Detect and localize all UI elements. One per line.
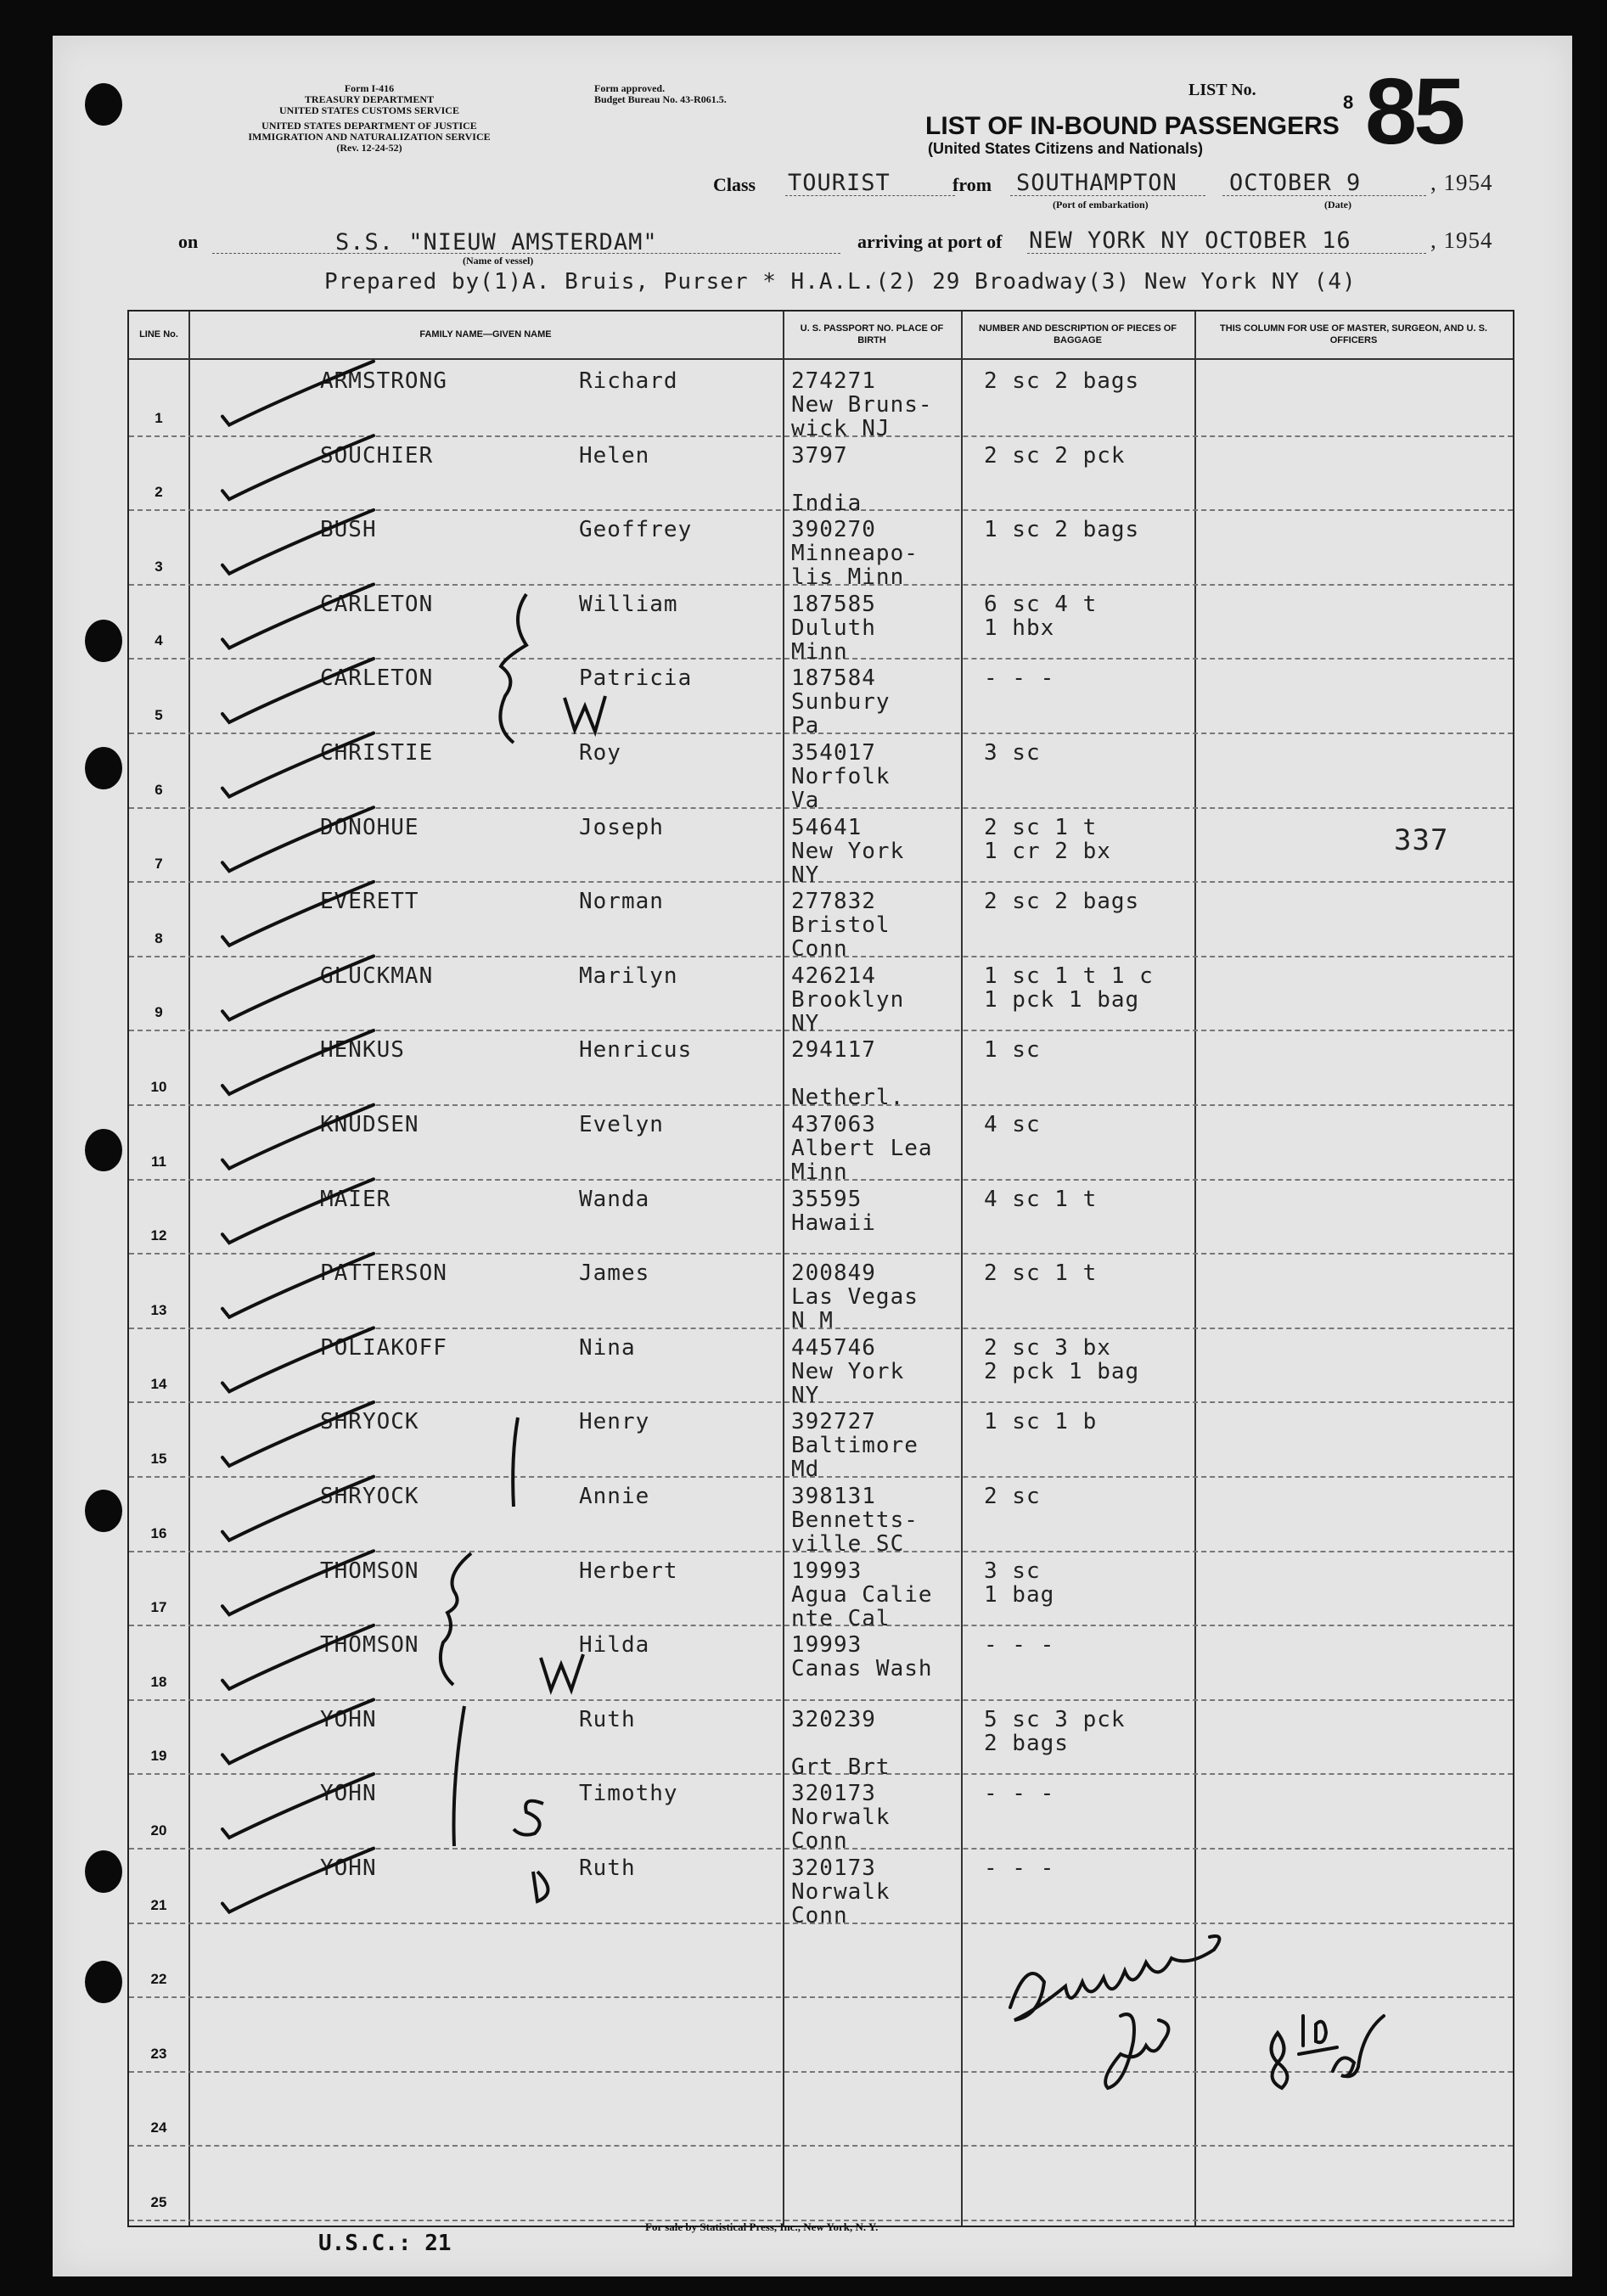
check-mark	[222, 733, 374, 797]
baggage: 2 sc 3 bx 2 pck 1 bag	[984, 1334, 1140, 1384]
check-mark	[222, 362, 374, 425]
col-baggage: NUMBER AND DESCRIPTION OF PIECES OF BAGGAGE	[978, 323, 1177, 345]
given-name: Marilyn	[579, 963, 678, 989]
revision: (Rev. 12-24-52)	[336, 141, 402, 154]
line-number: 13	[150, 1301, 167, 1318]
given-name: Nina	[579, 1334, 636, 1361]
baggage: 5 sc 3 pck 2 bags	[984, 1706, 1126, 1756]
baggage: 1 sc 2 bags	[984, 517, 1140, 543]
family-name: THOMSON	[320, 1632, 419, 1659]
baggage: 2 sc 1 t	[984, 1260, 1098, 1287]
check-mark	[222, 1328, 374, 1391]
given-name: Ruth	[579, 1855, 636, 1881]
d-mark	[533, 1872, 548, 1901]
check-mark	[222, 1774, 374, 1838]
from-label: from	[952, 174, 992, 195]
family-name: GLUCKMAN	[320, 963, 434, 989]
line-number: 3	[155, 558, 163, 575]
family-name: CARLETON	[320, 591, 434, 617]
footer-code: U.S.C.: 21	[318, 2231, 452, 2256]
line-number: 24	[150, 2119, 167, 2136]
baggage: 2 sc 2 pck	[984, 442, 1126, 469]
check-mark	[222, 1699, 374, 1763]
line-number: 12	[150, 1227, 167, 1244]
place-of-birth: Norwalk Conn	[791, 1879, 891, 1928]
vessel-caption: (Name of vessel)	[463, 255, 534, 267]
place-of-birth: New York NY	[791, 838, 905, 888]
passport-number: 320173	[791, 1855, 876, 1881]
baggage: 2 sc 1 t 1 cr 2 bx	[984, 814, 1111, 864]
line-number: 16	[150, 1524, 167, 1541]
line-number: 19	[150, 1748, 167, 1765]
place-of-birth: India	[791, 490, 862, 516]
given-name: Herbert	[579, 1558, 678, 1584]
given-name: William	[579, 591, 678, 617]
passport-number: 19993	[791, 1632, 862, 1659]
line-number: 23	[150, 2045, 167, 2062]
passport-number: 392727	[791, 1409, 876, 1435]
col-line-no: LINE No.	[139, 328, 178, 340]
signature	[1010, 1936, 1384, 2088]
form-subtitle: (United States Citizens and Nationals)	[928, 140, 1204, 157]
place-of-birth: Norfolk Va	[791, 764, 891, 813]
baggage: 1 sc 1 b	[984, 1409, 1098, 1435]
line-number: 22	[150, 1971, 167, 1988]
bracket-mark	[441, 1553, 471, 1685]
check-mark	[222, 1402, 374, 1466]
baggage: 4 sc	[984, 1112, 1041, 1137]
passport-number: 437063	[791, 1112, 876, 1137]
department: TREASURY DEPARTMENT	[304, 93, 435, 106]
given-name: Timothy	[579, 1781, 678, 1807]
place-of-birth: Hawaii	[791, 1210, 876, 1236]
prepared-by: Prepared by(1)A. Bruis, Purser * H.A.L.(2) 29 Broadway(3) New York NY (4)	[324, 269, 1357, 295]
family-name: ARMSTRONG	[320, 368, 447, 394]
given-name: Patricia	[579, 665, 693, 692]
port-of-embarkation: SOUTHAMPTON	[1016, 170, 1177, 196]
family-name: KNUDSEN	[320, 1112, 419, 1137]
line-number: 11	[151, 1153, 166, 1170]
check-mark	[222, 956, 374, 1019]
family-name: SOUCHIER	[320, 442, 434, 469]
place-of-birth: Canas Wash	[791, 1656, 933, 1682]
family-name: EVERETT	[320, 889, 419, 915]
given-name: Annie	[579, 1484, 650, 1509]
family-name: PATTERSON	[320, 1260, 447, 1287]
given-name: Richard	[579, 368, 678, 394]
ins-service: IMMIGRATION AND NATURALIZATION SERVICE	[248, 130, 491, 143]
baggage: 2 sc	[984, 1484, 1041, 1509]
line-number: 20	[150, 1822, 167, 1838]
passport-number: 320239	[791, 1706, 876, 1732]
line-mark	[454, 1706, 465, 1846]
arrival-port-date: NEW YORK NY OCTOBER 16	[1029, 227, 1351, 254]
family-name: CHRISTIE	[320, 740, 434, 766]
line-number: 18	[150, 1673, 167, 1690]
check-mark	[222, 1105, 374, 1169]
family-name: YOHN	[320, 1855, 377, 1881]
line-number: 7	[155, 856, 163, 873]
passport-number: 294117	[791, 1037, 876, 1064]
place-of-birth: Sunbury Pa	[791, 689, 891, 739]
w-mark	[565, 696, 605, 732]
place-of-birth: Netherl.	[791, 1085, 905, 1111]
family-name: SHRYOCK	[320, 1409, 419, 1435]
line-number: 17	[150, 1599, 167, 1616]
place-of-birth: Grt Brt	[791, 1754, 891, 1780]
family-name: HENKUS	[320, 1037, 405, 1064]
line-number: 10	[150, 1079, 167, 1095]
form-approval: Form approved. Budget Bureau No. 43-R061.5.	[594, 82, 727, 106]
family-name: CARLETON	[320, 665, 434, 692]
passport-number: 398131	[791, 1484, 876, 1509]
family-name: YOHN	[320, 1781, 377, 1807]
given-name: James	[579, 1260, 650, 1287]
line-number: 14	[150, 1376, 167, 1393]
class-value: TOURIST	[788, 170, 891, 196]
given-name: Wanda	[579, 1186, 650, 1212]
embark-caption: (Port of embarkation)	[1053, 199, 1149, 211]
given-name: Helen	[579, 442, 650, 469]
officer-note: 337	[1394, 822, 1449, 857]
given-name: Hilda	[579, 1632, 650, 1659]
passport-number: 19993	[791, 1558, 862, 1584]
family-name: POLIAKOFF	[320, 1334, 447, 1361]
arrival-year: , 1954	[1430, 227, 1493, 253]
passport-number: 54641	[791, 814, 862, 840]
family-name: SHRYOCK	[320, 1484, 419, 1509]
w-mark	[541, 1654, 583, 1690]
passport-number: 35595	[791, 1186, 862, 1212]
col-passport: U. S. PASSPORT NO. PLACE OF BIRTH	[800, 323, 944, 345]
baggage: 3 sc	[984, 740, 1041, 766]
list-prefix: 8	[1343, 92, 1354, 113]
baggage: 2 sc 2 bags	[984, 368, 1140, 394]
arriving-label: arriving at port of	[857, 231, 1003, 252]
departure-date: OCTOBER 9	[1229, 170, 1362, 196]
passport-number: 445746	[791, 1334, 876, 1361]
place-of-birth: Agua Calie nte Cal	[791, 1581, 933, 1631]
line-number: 2	[155, 484, 163, 501]
departure-year: , 1954	[1430, 170, 1493, 195]
check-mark	[222, 1179, 374, 1243]
date-caption: (Date)	[1324, 199, 1351, 211]
place-of-birth: Bennetts- ville SC	[791, 1507, 919, 1557]
place-of-birth: Duluth Minn	[791, 615, 876, 665]
place-of-birth: Brooklyn NY	[791, 986, 905, 1036]
place-of-birth: Norwalk Conn	[791, 1805, 891, 1855]
family-name: DONOHUE	[320, 814, 419, 840]
check-mark	[222, 1625, 374, 1689]
family-name: YOHN	[320, 1706, 377, 1732]
justice-department: UNITED STATES DEPARTMENT OF JUSTICE	[261, 119, 477, 132]
place-of-birth: New Bruns- wick NJ	[791, 392, 933, 441]
col-officers: THIS COLUMN FOR USE OF MASTER, SURGEON, AND U. S. OFFICERS	[1220, 323, 1487, 345]
place-of-birth: Bristol Conn	[791, 912, 891, 963]
check-marks	[222, 362, 374, 1912]
line-number: 5	[155, 707, 163, 723]
family-name: MAIER	[320, 1186, 391, 1212]
line-number: 9	[155, 1004, 163, 1021]
baggage: 2 sc 2 bags	[984, 889, 1140, 915]
place-of-birth: Baltimore Md	[791, 1433, 919, 1483]
list-number: 85	[1365, 59, 1463, 164]
place-of-birth: Minneapo- lis Minn	[791, 541, 919, 591]
place-of-birth: New York NY	[791, 1358, 905, 1408]
check-mark	[222, 1849, 374, 1912]
passport-number: 354017	[791, 740, 876, 766]
baggage: - - -	[984, 1781, 1055, 1807]
check-mark	[222, 659, 374, 722]
check-mark	[222, 1254, 374, 1317]
given-name: Henricus	[579, 1037, 693, 1064]
given-name: Joseph	[579, 814, 664, 840]
baggage: 6 sc 4 t 1 hbx	[984, 591, 1098, 641]
form-title: LIST OF IN-BOUND PASSENGERS	[925, 112, 1340, 140]
given-name: Henry	[579, 1409, 650, 1435]
list-no-label: LIST No.	[1188, 81, 1256, 99]
baggage: - - -	[984, 1632, 1055, 1659]
line-mark	[513, 1417, 518, 1507]
line-number: 1	[155, 409, 163, 426]
baggage: 4 sc 1 t	[984, 1186, 1098, 1212]
line-number: 8	[155, 929, 163, 946]
baggage: - - -	[984, 665, 1055, 692]
given-name: Norman	[579, 889, 664, 915]
family-name: BUSH	[320, 517, 377, 543]
passport-number: 3797	[791, 442, 848, 469]
form-number: Form I-416	[344, 82, 395, 94]
check-mark	[222, 1551, 374, 1614]
customs-service: UNITED STATES CUSTOMS SERVICE	[279, 104, 459, 117]
given-name: Geoffrey	[579, 517, 693, 543]
family-name: THOMSON	[320, 1558, 419, 1584]
check-mark	[222, 1030, 374, 1094]
line-number: 25	[150, 2194, 167, 2210]
bracket-mark	[500, 594, 526, 743]
passport-number: 200849	[791, 1260, 876, 1287]
line-number: 21	[150, 1896, 167, 1913]
line-number: 4	[155, 632, 163, 649]
check-mark	[222, 1477, 374, 1541]
class-label: Class	[713, 174, 756, 195]
given-name: Ruth	[579, 1706, 636, 1732]
line-number: 15	[150, 1451, 167, 1467]
vessel-name: S.S. "NIEUW AMSTERDAM"	[335, 229, 658, 255]
footer-printer: For sale by Statistical Press, Inc., New York, N. Y.	[645, 2220, 879, 2233]
line-number: 6	[155, 781, 163, 798]
place-of-birth: Las Vegas N M	[791, 1284, 919, 1334]
baggage: 1 sc 1 t 1 c 1 pck 1 bag	[984, 963, 1154, 1013]
passport-number: 274271	[791, 368, 876, 394]
check-mark	[222, 807, 374, 871]
given-name: Roy	[579, 740, 621, 766]
baggage: - - -	[984, 1855, 1055, 1881]
passport-number: 390270	[791, 517, 876, 543]
given-name: Evelyn	[579, 1112, 664, 1137]
baggage: 1 sc	[984, 1037, 1041, 1064]
s-mark	[514, 1801, 543, 1835]
check-mark	[222, 584, 374, 648]
passport-number: 187584	[791, 665, 876, 692]
on-label: on	[178, 231, 199, 252]
passport-number: 426214	[791, 963, 876, 989]
baggage: 3 sc 1 bag	[984, 1558, 1055, 1608]
passport-number: 320173	[791, 1781, 876, 1807]
place-of-birth: Albert Lea Minn	[791, 1136, 933, 1185]
passport-number: 277832	[791, 889, 876, 915]
col-name: FAMILY NAME—GIVEN NAME	[419, 328, 552, 340]
check-mark	[222, 435, 374, 499]
check-mark	[222, 882, 374, 946]
check-mark	[222, 510, 374, 574]
passport-number: 187585	[791, 591, 876, 617]
